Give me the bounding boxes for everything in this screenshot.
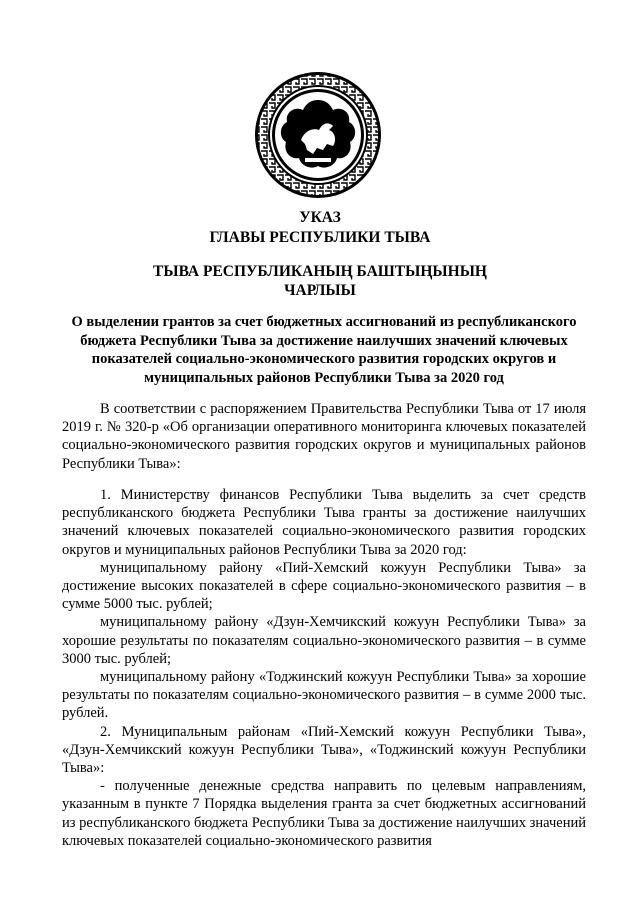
paragraph-1-item-3: муниципальному району «Тоджинский кожуун Республики Тыва» за хорошие результаты по показателям социально-экономического развития – в сумме 2000 тыс. рублей.	[62, 669, 586, 722]
decree-title-tuvan: ТЫВА РЕСПУБЛИКАНЫҢ БАШТЫҢЫНЫҢ	[153, 263, 487, 280]
decree-subject: О выделении грантов за счет бюджетных ассигнований из республиканского бюджета Республики Тыва за достижение наилучших значений ключевых показателей социально-экономического развития городских округов и муниципальных районов Республики Тыва за 2020 год	[71, 314, 577, 386]
paragraph-2-item-1: - полученные денежные средства направить по целевым направлениям, указанным в пункте 7 Порядка выделения гранта за счет бюджетных ассигнований из республиканского бюджета Республики Тыва за достижение наилучших значений ключевых показателей социально-экономического развития	[62, 778, 586, 849]
paragraph-2: 2. Муниципальным районам «Пий-Хемский кожуун Республики Тыва», «Дзун-Хемчикский кожуун Республики Тыва», «Тоджинский кожуун Республики Тыва»:	[62, 723, 586, 777]
decree-title-tuvan-2: ЧАРЛЫЫ	[284, 282, 356, 299]
preamble-text: В соответствии с распоряжением Правительства Республики Тыва от 17 июля 2019 г. № 320-р «Об организации оперативного мониторинга ключевых показателей социально-экономического развития городских округов и муниципальных районов Республики Тыва»:	[62, 401, 586, 472]
paragraph-1-item-1: муниципальному району «Пий-Хемский кожуун Республики Тыва» за достижение высоких показателей в сфере социально-экономического развития – в сумме 5000 тыс. рублей;	[62, 559, 586, 613]
decree-title: УКАЗ	[299, 209, 341, 226]
preamble	[62, 400, 586, 473]
decree-issuer: ГЛАВЫ РЕСПУБЛИКИ ТЫВА	[209, 229, 431, 246]
tuva-emblem-icon	[253, 70, 383, 200]
decree-body	[62, 486, 586, 850]
paragraph-1-item-2: муниципальному району «Дзун-Хемчикский кожуун Республики Тыва» за хорошие результаты по показателям социально-экономического развития – в сумме 3000 тыс. рублей;	[62, 614, 586, 667]
paragraph-1: 1. Министерству финансов Республики Тыва выделить за счет средств республиканского бюджета Республики Тыва гранты за достижение наилучших значений ключевых показателей социально-экономического развития городских округов и муниципальных районов Республики Тыва за 2020 год:	[62, 487, 586, 558]
